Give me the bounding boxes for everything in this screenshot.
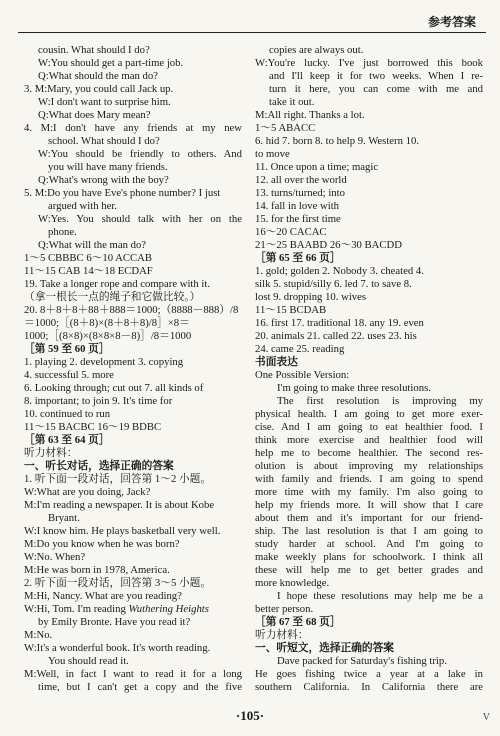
right-column-line [255, 57, 483, 70]
right-column-line [255, 655, 483, 668]
line-text: One Possible Version: [255, 369, 350, 381]
line-text: cousin. What should I do? [38, 44, 150, 56]
right-column-line [255, 265, 483, 278]
left-column-line [24, 83, 242, 96]
line-text: 15. for the first time [255, 213, 341, 225]
left-column-line [24, 577, 242, 590]
left-column-line [24, 148, 242, 161]
line-text: these will help me to get better grades and [255, 564, 483, 576]
line-text: think more exercise and healthier food will [255, 434, 483, 446]
line-text: by Emily Bronte. Have you read it? [38, 616, 191, 628]
header-title: 参考答案 [427, 15, 476, 29]
right-column-line [255, 213, 483, 226]
right-column-line [255, 187, 483, 200]
right-column-line [255, 564, 483, 577]
right-column-line [255, 382, 483, 395]
left-column-line [24, 642, 242, 655]
line-text: 1～5 CBBBC 6～10 ACCAB [24, 252, 152, 264]
left-column-line [24, 265, 242, 278]
line-text: ［第 65 至 66 页］ [255, 252, 341, 264]
left-column-line [24, 629, 242, 642]
left-column-line [24, 44, 242, 57]
right-column-line [255, 122, 483, 135]
line-text: silk 5. stupid/silly 6. led 7. to save 8. [255, 278, 412, 290]
left-column-line [24, 57, 242, 70]
right-column-line [255, 109, 483, 122]
line-text: to move [255, 148, 290, 160]
right-column-line [255, 525, 483, 538]
line-text: M:Well, in fact I want to read it for a long [24, 668, 242, 680]
line-text: 听力材料： [24, 447, 78, 459]
line-text: ship. The last resolution is that I am going to [255, 525, 483, 537]
left-column-line [24, 278, 242, 291]
line-text: W:You should be friendly to others. And [38, 148, 242, 160]
left-column-line [24, 291, 242, 304]
line-text: and I'll keep it for two weeks. When I re- [269, 70, 483, 82]
line-text: M:Hi, Nancy. What are you reading? [24, 590, 182, 602]
left-column-line [24, 603, 242, 616]
line-text: ［第 59 至 60 页］ [24, 343, 110, 355]
line-text: W:I know him. He plays basketball very well. [24, 525, 221, 537]
right-column-line [255, 330, 483, 343]
page-number: ·105· [235, 708, 265, 723]
line-text: 12. all over the world [255, 174, 347, 186]
line-text: 4. M:I don't have any friends at my new [24, 122, 242, 134]
right-column-line [255, 96, 483, 109]
line-text: 1. playing 2. development 3. copying [24, 356, 184, 368]
left-column-line [24, 135, 242, 148]
left-column-line [24, 473, 242, 486]
left-column-line [24, 174, 242, 187]
right-column-line [255, 174, 483, 187]
line-text: W:You should get a part-time job. [38, 57, 184, 69]
right-column-line [255, 577, 483, 590]
line-text: help me to become healthier. The second res- [255, 447, 483, 459]
line-text: ＝1000;［(8＋8)×(8＋8＋8)/8］×8＝ [24, 317, 190, 329]
line-text: ［第 63 至 64 页］ [24, 434, 110, 446]
left-column-line [24, 395, 242, 408]
line-text: Q:What does Mary mean? [38, 109, 151, 121]
left-column-line [24, 486, 242, 499]
line-text: 一、听短文，选择正确的答案 [255, 642, 394, 654]
line-text: 13. turns/turned; into [255, 187, 345, 199]
line-text: 6. Looking through; cut out 7. all kinds of [24, 382, 204, 394]
line-text: 一、听长对话，选择正确的答案 [24, 460, 174, 472]
left-column-line [24, 252, 242, 265]
right-column-line [255, 408, 483, 421]
line-text: study harder at school. And I'm going to [255, 538, 483, 550]
right-column-line [255, 681, 483, 694]
line-text: Q:What's wrong with the boy? [38, 174, 169, 186]
right-column-line [255, 317, 483, 330]
line-text: （拿一根长一点的绳子和它做比较。） [24, 291, 201, 303]
line-text: 4. successful 5. more [24, 369, 114, 381]
right-column-line [255, 538, 483, 551]
right-column-line [255, 590, 483, 603]
right-column-line [255, 486, 483, 499]
line-text: You should read it. [48, 655, 129, 667]
line-text: 10. continued to run [24, 408, 111, 420]
line-text: lost 9. dropping 10. wives [255, 291, 367, 303]
line-text: M:All right. Thanks a lot. [255, 109, 365, 121]
line-text: physical health. I am going to get more exer- [255, 408, 483, 420]
line-text: W:You're lucky. I've just borrowed this book [255, 57, 483, 69]
line-text: W:No. When? [24, 551, 86, 563]
line-text: M:Do you know when he was born? [24, 538, 180, 550]
line-text: olution is about improving my relationships [255, 460, 483, 472]
line-text: about them and it's important for our friend- [255, 512, 483, 524]
line-text: W:It's a wonderful book. It's worth reading. [24, 642, 211, 654]
line-text: 书面表达 [255, 356, 298, 368]
left-column-line [24, 109, 242, 122]
line-text: 16～20 CACAC [255, 226, 327, 238]
right-column-line [255, 161, 483, 174]
left-column-line [24, 421, 242, 434]
right-column-line [255, 291, 483, 304]
left-column-line [24, 70, 242, 83]
line-text: I'm going to make three resolutions. [277, 382, 431, 394]
left-column-line [24, 122, 242, 135]
corner-mark: V [482, 712, 490, 723]
left-column-line [24, 161, 242, 174]
line-text: W:I don't want to surprise him. [38, 96, 171, 108]
left-column-line [24, 213, 242, 226]
right-column-line [255, 603, 483, 616]
page-header [18, 8, 486, 33]
right-column-line [255, 44, 483, 57]
line-text: cise. And I am going to eat healthier food. I [255, 421, 483, 433]
line-text: 1000;［(8×8)×(8×8×8－8)］/8＝1000 [24, 330, 192, 342]
right-column-line [255, 278, 483, 291]
line-text: M:I'm reading a newspaper. It is about Kobe [24, 499, 215, 511]
left-column-line [24, 356, 242, 369]
left-column-line [24, 382, 242, 395]
left-column-line [24, 538, 242, 551]
right-column-line [255, 642, 483, 655]
left-column-line [24, 499, 242, 512]
line-text: Q:What should the man do? [38, 70, 158, 82]
left-column-line [24, 668, 242, 681]
line-text: Dave packed for Saturday's fishing trip. [277, 655, 447, 667]
line-text: W:Hi, Tom. I'm reading [24, 603, 129, 615]
right-column-line [255, 421, 483, 434]
line-text: Bryant. [48, 512, 80, 524]
line-text: 11～15 BCDAB [255, 304, 327, 316]
right-column-line [255, 551, 483, 564]
right-column-line [255, 499, 483, 512]
line-text: 1～5 ABACC [255, 122, 316, 134]
line-text: more knowledge. [255, 577, 330, 589]
line-text: turn it here, you can come with me and [269, 83, 483, 95]
line-text: time, but I can't get a copy and the five [38, 681, 242, 693]
left-column-line [24, 226, 242, 239]
line-text: 1. gold; golden 2. Nobody 3. cheated 4. [255, 265, 424, 277]
line-text: 11. Once upon a time; magic [255, 161, 379, 173]
line-text: 21～25 BAABD 26～30 BACDD [255, 239, 402, 251]
line-text: I hope these resolutions may help me be a [277, 590, 483, 602]
left-column-line [24, 369, 242, 382]
line-text: argued with her. [48, 200, 117, 212]
left-column-line [24, 304, 242, 317]
line-text: M:No. [24, 629, 53, 641]
book-title: Wuthering Heights [128, 603, 209, 615]
left-column-line [24, 616, 242, 629]
right-column-line [255, 369, 483, 382]
right-column-line [255, 343, 483, 356]
line-text: 20. 8＋8＋8＋88＋888＝1000;（8888－888）/8 [24, 304, 239, 316]
line-text: southern California. In California there are [255, 681, 483, 693]
right-column-line [255, 460, 483, 473]
line-text: 2. 听下面一段对话，回答第 3～5 小题。 [24, 577, 212, 589]
line-text: W:What are you doing, Jack? [24, 486, 151, 498]
line-text: M:He was born in 1978, America. [24, 564, 170, 576]
left-column-line [24, 330, 242, 343]
line-text: copies are always out. [269, 44, 364, 56]
line-text: help my friends more. It will show that I care [255, 499, 483, 511]
left-column-line [24, 317, 242, 330]
line-text: He goes fishing twice a year at a lake in [255, 668, 483, 680]
line-text: 24. came 25. reading [255, 343, 345, 355]
right-column [255, 44, 483, 694]
right-column-line [255, 252, 483, 265]
right-column-line [255, 395, 483, 408]
left-column-line [24, 525, 242, 538]
left-column-line [24, 590, 242, 603]
line-text: 5. M:Do you have Eve's phone number? I just [24, 187, 221, 199]
right-column-line [255, 447, 483, 460]
right-column-line [255, 616, 483, 629]
left-column-line [24, 460, 242, 473]
right-column-line [255, 200, 483, 213]
right-column-line [255, 512, 483, 525]
right-column-line [255, 70, 483, 83]
left-column-line [24, 239, 242, 252]
left-column-line [24, 551, 242, 564]
line-text: school. What should I do? [48, 135, 160, 147]
right-column-line [255, 629, 483, 642]
right-column-line [255, 668, 483, 681]
line-text: Q:What will the man do? [38, 239, 147, 251]
line-text: 11～15 CAB 14～18 ECDAF [24, 265, 153, 277]
left-column-line [24, 655, 242, 668]
line-text: 19. Take a longer rope and compare with it. [24, 278, 211, 290]
left-column-line [24, 187, 242, 200]
line-text: 听力材料： [255, 629, 309, 641]
right-column-line [255, 356, 483, 369]
left-column-line [24, 681, 242, 694]
line-text: 6. hid 7. born 8. to help 9. Western 10. [255, 135, 419, 147]
line-text: The first resolution is improving my [277, 395, 483, 407]
line-text: W:Yes. You should talk with her on the [38, 213, 242, 225]
left-column-line [24, 96, 242, 109]
right-column-line [255, 434, 483, 447]
line-text: more time with my family. I'm also going to [255, 486, 483, 498]
line-text: 14. fall in love with [255, 200, 340, 212]
right-column-line [255, 239, 483, 252]
left-column-line [24, 408, 242, 421]
right-column-line [255, 473, 483, 486]
line-text: phone. [48, 226, 77, 238]
left-column-line [24, 343, 242, 356]
right-column-line [255, 135, 483, 148]
line-text: 1. 听下面一段对话，回答第 1～2 小题。 [24, 473, 212, 485]
right-column-line [255, 83, 483, 96]
line-text: you will have many friends. [48, 161, 168, 173]
line-text: 8. important; to join 9. It's time for [24, 395, 173, 407]
line-text: make weekly plans for schoolwork. I think all [255, 551, 483, 563]
right-column-line [255, 226, 483, 239]
left-column-line [24, 447, 242, 460]
line-text: 3. M:Mary, you could call Jack up. [24, 83, 174, 95]
left-column-line [24, 564, 242, 577]
line-text: take it out. [269, 96, 315, 108]
left-column-line [24, 512, 242, 525]
line-text: better person. [255, 603, 314, 615]
line-text: ［第 67 至 68 页］ [255, 616, 341, 628]
line-text: 20. animals 21. called 22. uses 23. his [255, 330, 417, 342]
line-text: 16. first 17. traditional 18. any 19. even [255, 317, 424, 329]
left-column-line [24, 200, 242, 213]
right-column-line [255, 304, 483, 317]
left-column [24, 44, 242, 694]
line-text: 11～15 BACBC 16～19 BDBC [24, 421, 162, 433]
line-text: with family and friends. I am going to spend [255, 473, 483, 485]
right-column-line [255, 148, 483, 161]
left-column-line [24, 434, 242, 447]
